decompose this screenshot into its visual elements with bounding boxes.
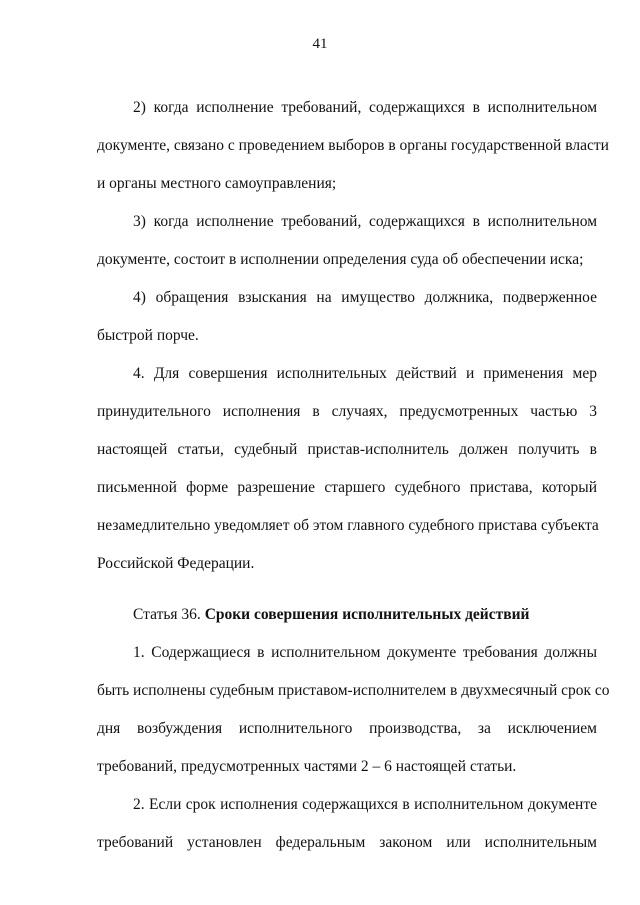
paragraph-line: дня возбуждения исполнительного производства, за исключением [97, 720, 597, 737]
paragraph-line: 2. Если срок исполнения содержащихся в исполнительном документе [133, 796, 597, 813]
page-number: 41 [312, 36, 328, 52]
paragraph-line: Российской Федерации. [97, 555, 255, 572]
paragraph-line: настоящей статьи, судебный пристав-исполнитель должен получить в [97, 441, 597, 458]
article-heading [133, 605, 597, 625]
paragraph-line: 4. Для совершения исполнительных действий и применения мер [133, 365, 597, 382]
paragraph-line: требований установлен федеральным законом или исполнительным [97, 834, 597, 851]
paragraph-line: требований, предусмотренных частями 2 – 6 настоящей статьи. [97, 758, 517, 775]
paragraph-line: 3) когда исполнение требований, содержащихся в исполнительном [133, 213, 597, 230]
paragraph-line: быть исполнены судебным приставом-исполнителем в двухмесячный срок со [97, 682, 610, 699]
paragraph-line: 4) обращения взыскания на имущество должника, подверженное [133, 289, 597, 306]
paragraph-line: документе, связано с проведением выборов в органы государственной власти [97, 137, 609, 154]
paragraph-line: документе, состоит в исполнении определения суда об обеспечении иска; [97, 251, 584, 268]
paragraph-line: принудительного исполнения в случаях, предусмотренных частью 3 [97, 403, 597, 420]
article-title: Сроки совершения исполнительных действий [204, 606, 530, 623]
paragraph-line: и органы местного самоуправления; [97, 175, 337, 192]
paragraph-line: 1. Содержащиеся в исполнительном документе требования должны [133, 644, 597, 661]
paragraph-line: 2) когда исполнение требований, содержащихся в исполнительном [133, 99, 597, 116]
article-number: Статья 36. [133, 606, 205, 623]
paragraph-line: незамедлительно уведомляет об этом главного судебного пристава субъекта [97, 517, 599, 534]
paragraph-line: письменной форме разрешение старшего судебного пристава, который [97, 479, 597, 496]
paragraph-line: быстрой порче. [97, 327, 199, 344]
